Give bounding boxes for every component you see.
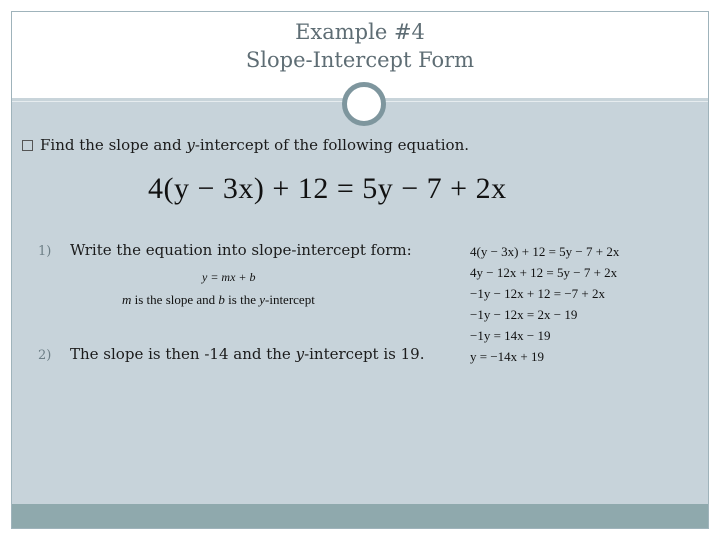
title-line-2: Slope-Intercept Form — [245, 48, 475, 72]
slide — [11, 11, 709, 529]
work-line-3: −1y − 12x + 12 = −7 + 2x — [470, 286, 605, 301]
bullet-text — [40, 136, 469, 154]
work-line-5: −1y = 14x − 19 — [470, 328, 551, 343]
title-line-1: Example #4 — [295, 20, 425, 44]
step-1-number: 1) — [38, 244, 52, 259]
work-line-6: y = −14x + 19 — [470, 349, 544, 364]
step-2 — [38, 345, 424, 363]
work-line-4: −1y − 12x = 2x − 19 — [470, 307, 578, 322]
step-2-number: 2) — [38, 348, 52, 363]
bullet-var: y — [186, 136, 195, 154]
footer-bar — [12, 504, 708, 528]
bullet-text-before: Find the slope and — [40, 136, 187, 154]
step-2-text-before: The slope is then -14 and the — [70, 345, 296, 363]
caption-b: b — [218, 292, 225, 307]
step-2-var: y — [295, 345, 305, 363]
work-line-1: 4(y − 3x) + 12 = 5y − 7 + 2x — [470, 244, 620, 259]
caption-y: y — [259, 292, 265, 307]
bullet-square-icon — [22, 140, 33, 151]
work-line-2: 4y − 12x + 12 = 5y − 7 + 2x — [470, 265, 618, 280]
step-2-text-after: -intercept is 19. — [304, 345, 425, 363]
caption-t1: is the slope and — [131, 292, 219, 307]
caption-t3: -intercept — [265, 292, 315, 307]
bullet-text-after: -intercept of the following equation. — [194, 136, 470, 154]
caption-t2: is the — [224, 292, 260, 307]
slope-intercept-formula: y = mx + b — [202, 270, 256, 284]
work-steps — [470, 241, 619, 367]
circle-ornament-icon — [342, 82, 386, 126]
step-1 — [38, 241, 412, 259]
bullet-row — [22, 136, 469, 154]
main-equation: 4(y − 3x) + 12 = 5y − 7 + 2x — [148, 172, 507, 205]
formula-caption — [122, 292, 315, 308]
step-1-text: Write the equation into slope-intercept form: — [70, 241, 412, 259]
caption-m: m — [122, 292, 132, 307]
